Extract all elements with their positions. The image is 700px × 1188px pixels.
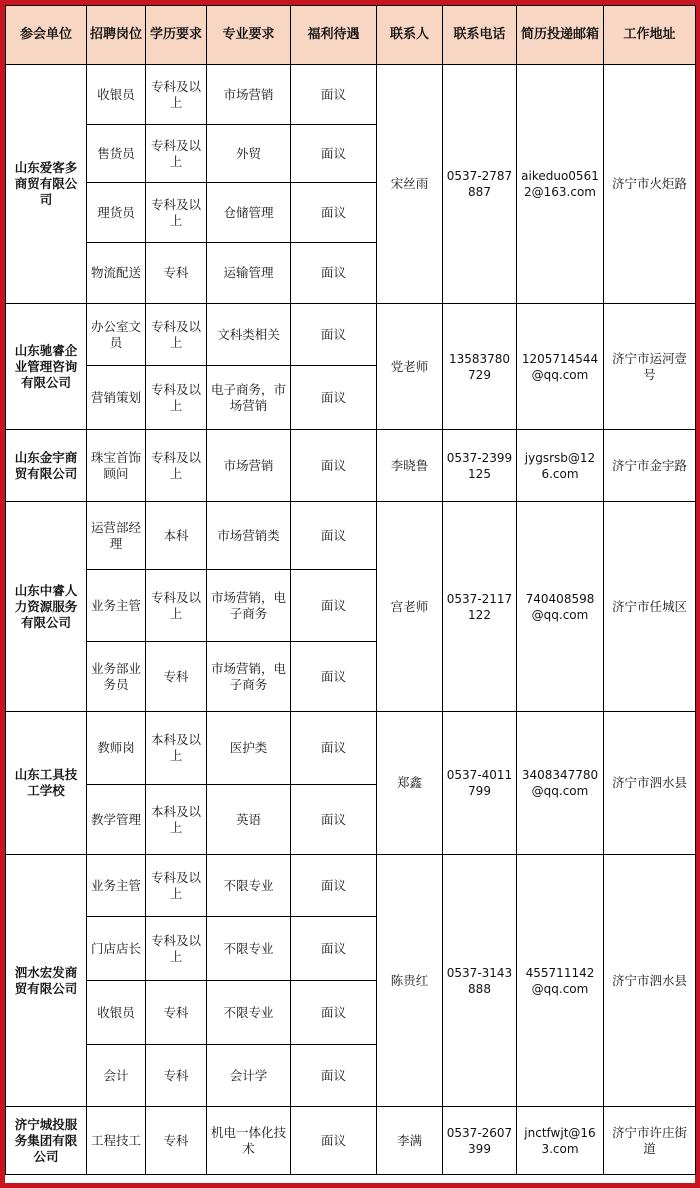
header-position: 招聘岗位 [87, 6, 146, 65]
major-cell: 市场营销，电子商务 [207, 642, 291, 712]
resume-email: 1205714544@qq.com [517, 304, 604, 430]
position-cell: 教师岗 [87, 712, 146, 785]
education-cell: 专科 [146, 243, 207, 304]
benefits-cell: 面议 [291, 642, 377, 712]
position-cell: 运营部经理 [87, 502, 146, 570]
education-cell: 专科及以上 [146, 65, 207, 125]
benefits-cell: 面议 [291, 1107, 377, 1175]
company-name: 山东金宇商贸有限公司 [6, 430, 87, 502]
education-cell: 专科及以上 [146, 125, 207, 183]
work-address: 济宁市火炬路 [604, 65, 696, 304]
work-address: 济宁市运河壹号 [604, 304, 696, 430]
position-cell: 业务主管 [87, 855, 146, 917]
table-row [6, 430, 696, 502]
position-cell: 物流配送 [87, 243, 146, 304]
position-cell: 门店店长 [87, 917, 146, 981]
benefits-cell: 面议 [291, 430, 377, 502]
major-cell: 市场营销 [207, 65, 291, 125]
benefits-cell: 面议 [291, 1045, 377, 1107]
company-name: 济宁城投服务集团有限公司 [6, 1107, 87, 1175]
work-address: 济宁市许庄街道 [604, 1107, 696, 1175]
table-row [6, 1107, 696, 1175]
resume-email: 740408598@qq.com [517, 502, 604, 712]
position-cell: 业务主管 [87, 570, 146, 642]
education-cell: 本科及以上 [146, 785, 207, 855]
benefits-cell: 面议 [291, 502, 377, 570]
header-benefits: 福利待遇 [291, 6, 377, 65]
benefits-cell: 面议 [291, 243, 377, 304]
major-cell: 不限专业 [207, 981, 291, 1045]
position-cell: 办公室文员 [87, 304, 146, 366]
position-cell: 营销策划 [87, 366, 146, 430]
position-cell: 工程技工 [87, 1107, 146, 1175]
resume-email: jnctfwjt@163.com [517, 1107, 604, 1175]
work-address: 济宁市泗水县 [604, 855, 696, 1107]
work-address: 济宁市金宇路 [604, 430, 696, 502]
education-cell: 专科及以上 [146, 183, 207, 243]
resume-email: 3408347780@qq.com [517, 712, 604, 855]
benefits-cell: 面议 [291, 917, 377, 981]
education-cell: 专科及以上 [146, 366, 207, 430]
major-cell: 机电一体化技术 [207, 1107, 291, 1175]
major-cell: 电子商务，市场营销 [207, 366, 291, 430]
position-cell: 收银员 [87, 65, 146, 125]
contact-person: 李满 [377, 1107, 443, 1175]
education-cell: 本科 [146, 502, 207, 570]
table-row [6, 855, 696, 917]
benefits-cell: 面议 [291, 570, 377, 642]
benefits-cell: 面议 [291, 785, 377, 855]
contact-phone: 0537-2607399 [443, 1107, 517, 1175]
resume-email: jygsrsb@126.com [517, 430, 604, 502]
benefits-cell: 面议 [291, 304, 377, 366]
education-cell: 专科 [146, 981, 207, 1045]
resume-email: 455711142@qq.com [517, 855, 604, 1107]
major-cell: 市场营销，电子商务 [207, 570, 291, 642]
major-cell: 仓储管理 [207, 183, 291, 243]
education-cell: 专科及以上 [146, 570, 207, 642]
company-name: 山东中睿人力资源服务有限公司 [6, 502, 87, 712]
benefits-cell: 面议 [291, 125, 377, 183]
position-cell: 理货员 [87, 183, 146, 243]
header-email: 简历投递邮箱 [517, 6, 604, 65]
resume-email: aikeduo05612@163.com [517, 65, 604, 304]
major-cell: 医护类 [207, 712, 291, 785]
benefits-cell: 面议 [291, 65, 377, 125]
table-row [6, 304, 696, 366]
contact-phone: 0537-2399125 [443, 430, 517, 502]
position-cell: 收银员 [87, 981, 146, 1045]
table-row [6, 712, 696, 785]
benefits-cell: 面议 [291, 981, 377, 1045]
header-company: 参会单位 [6, 6, 87, 65]
contact-phone: 0537-2117122 [443, 502, 517, 712]
education-cell: 专科及以上 [146, 430, 207, 502]
company-name: 山东驰睿企业管理咨询有限公司 [6, 304, 87, 430]
contact-phone: 0537-2787887 [443, 65, 517, 304]
header-major: 专业要求 [207, 6, 291, 65]
major-cell: 运输管理 [207, 243, 291, 304]
benefits-cell: 面议 [291, 366, 377, 430]
benefits-cell: 面议 [291, 183, 377, 243]
major-cell: 会计学 [207, 1045, 291, 1107]
table-row [6, 65, 696, 125]
header-row [6, 6, 696, 65]
contact-phone: 0537-3143888 [443, 855, 517, 1107]
major-cell: 不限专业 [207, 855, 291, 917]
header-address: 工作地址 [604, 6, 696, 65]
recruitment-table [5, 5, 696, 1175]
contact-person: 郑鑫 [377, 712, 443, 855]
education-cell: 专科 [146, 1045, 207, 1107]
contact-phone: 13583780729 [443, 304, 517, 430]
position-cell: 业务部业务员 [87, 642, 146, 712]
major-cell: 外贸 [207, 125, 291, 183]
contact-person: 陈贵红 [377, 855, 443, 1107]
company-name: 山东爱客多商贸有限公司 [6, 65, 87, 304]
table-row [6, 502, 696, 570]
contact-person: 李晓鲁 [377, 430, 443, 502]
position-cell: 珠宝首饰顾问 [87, 430, 146, 502]
work-address: 济宁市泗水县 [604, 712, 696, 855]
contact-phone: 0537-4011799 [443, 712, 517, 855]
contact-person: 宫老师 [377, 502, 443, 712]
contact-person: 宋丝雨 [377, 65, 443, 304]
major-cell: 不限专业 [207, 917, 291, 981]
work-address: 济宁市任城区 [604, 502, 696, 712]
education-cell: 专科及以上 [146, 304, 207, 366]
contact-person: 党老师 [377, 304, 443, 430]
major-cell: 英语 [207, 785, 291, 855]
company-name: 山东工具技工学校 [6, 712, 87, 855]
major-cell: 市场营销类 [207, 502, 291, 570]
education-cell: 本科及以上 [146, 712, 207, 785]
header-education: 学历要求 [146, 6, 207, 65]
benefits-cell: 面议 [291, 712, 377, 785]
company-name: 泗水宏发商贸有限公司 [6, 855, 87, 1107]
position-cell: 售货员 [87, 125, 146, 183]
major-cell: 文科类相关 [207, 304, 291, 366]
header-contact: 联系人 [377, 6, 443, 65]
position-cell: 会计 [87, 1045, 146, 1107]
education-cell: 专科及以上 [146, 917, 207, 981]
position-cell: 教学管理 [87, 785, 146, 855]
education-cell: 专科 [146, 642, 207, 712]
education-cell: 专科及以上 [146, 855, 207, 917]
education-cell: 专科 [146, 1107, 207, 1175]
benefits-cell: 面议 [291, 855, 377, 917]
major-cell: 市场营销 [207, 430, 291, 502]
recruitment-table-frame [5, 5, 695, 1183]
table-body [6, 65, 696, 1175]
header-phone: 联系电话 [443, 6, 517, 65]
